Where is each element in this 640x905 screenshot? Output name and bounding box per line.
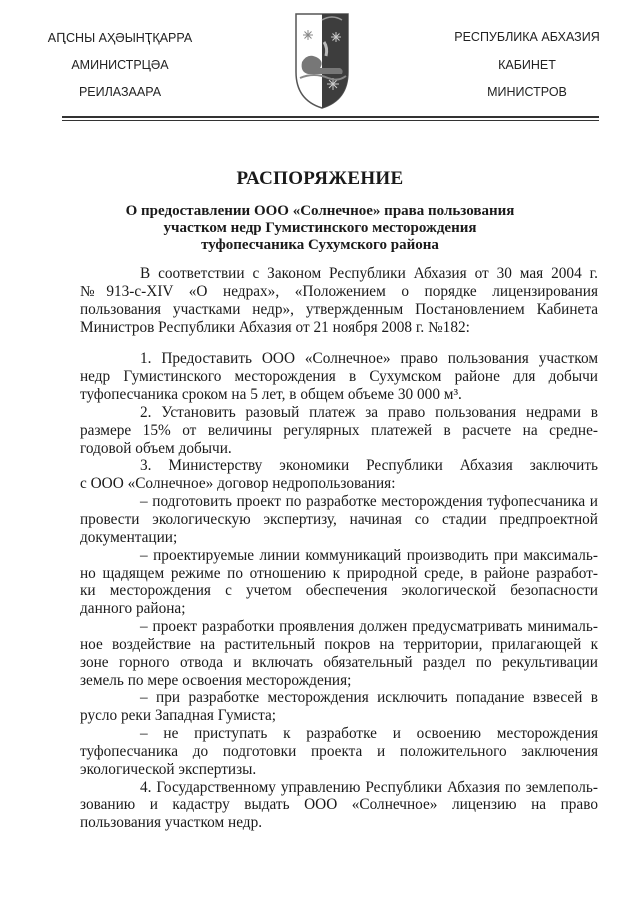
text-line: №913-с-XIV «О недрах», «Положением о порядке лицензирования: [80, 282, 598, 300]
text-line: данного района;: [80, 600, 186, 618]
text-line: провести экологическую экспертизу, начиная со стадии предпроектной: [80, 510, 598, 528]
text-line: В соответствии с Законом Республики Абхазия от 30 мая 2004 г.: [140, 265, 598, 282]
text-line: – проектируемые линии коммуникаций производить при максималь-: [140, 546, 598, 564]
body-paragraph: [80, 404, 598, 458]
text-line: – подготовить проект по разработке месторождения туфопесчаника и: [140, 493, 598, 511]
header-divider-thin: [62, 120, 599, 121]
header-right-line-2: КАБИНЕТ: [498, 58, 556, 72]
text-line: туфопесчаника до подготовки проекта и положительного заключения: [80, 742, 598, 760]
body-paragraph: [80, 618, 598, 689]
header-left-line-1: АԤСНЫ АҲӘЫНҬҚАРРА: [47, 31, 193, 45]
header-left-line-3: РЕИЛАЗААРА: [78, 85, 162, 99]
text-line: недр Гумистинского месторождения в Сухумском районе для добычи: [80, 368, 598, 386]
text-line: земель по мере освоения месторождения;: [80, 671, 352, 689]
text-line: пользования участком недр.: [80, 814, 263, 832]
body-paragraph: [80, 725, 598, 779]
document-body: [80, 265, 598, 832]
text-line: 3. Министерству экономики Республики Абхазия заключить: [140, 457, 598, 475]
body-paragraph: [80, 493, 598, 547]
subtitle-line: туфопесчаника Сухумского района: [201, 237, 439, 253]
text-line: зованию и кадастру выдать ООО «Солнечное» лицензию на право: [80, 796, 598, 814]
text-line: русло реки Западная Гумиста;: [80, 707, 276, 725]
text-line: ное воздействие на растительный покров на территории, прилагающей к: [80, 635, 598, 653]
text-line: Министров Республики Абхазия от 21 ноября 2008 г. №182:: [80, 318, 470, 336]
text-line: пользования участками недр», утвержденным Постановлением Кабинета: [80, 300, 598, 318]
header-right-line-1: РЕСПУБЛИКА АБХАЗИЯ: [454, 30, 600, 44]
text-line: ки месторождения с учетом обеспечения экологической безопасности: [80, 582, 598, 600]
header-right-line-3: МИНИСТРОВ: [487, 85, 567, 99]
text-line: – проект разработки проявления должен предусматривать минималь-: [140, 618, 598, 636]
header-divider-thick: [62, 116, 599, 118]
body-paragraph: [80, 350, 598, 404]
text-line: зоне горного отвода и включать обязательный раздел по рекультивации: [80, 653, 598, 671]
document-subtitle: [0, 203, 640, 254]
text-line: – при разработке месторождения исключить попадание взвесей в: [140, 689, 598, 707]
text-line: – не приступать к разработке и освоению месторождения: [140, 725, 598, 743]
text-line: но щадящем режиме по отношению к природной среде, в районе разработ-: [80, 564, 598, 582]
preamble-paragraph: [80, 265, 598, 336]
text-line: 4. Государственному управлению Республики Абхазия по землеполь-: [140, 778, 598, 796]
subtitle-line: участком недр Гумистинского месторождения: [163, 220, 477, 236]
document-title: РАСПОРЯЖЕНИЕ: [236, 168, 404, 189]
subtitle-line: О предоставлении ООО «Солнечное» права пользования: [125, 203, 515, 219]
text-line: 2. Установить разовый платеж за право пользования недрами в: [140, 403, 598, 421]
header-left-line-2: АМИНИСТРЦӘА: [71, 58, 169, 72]
coat-of-arms-emblem: [294, 12, 350, 110]
text-line: размере 15% от величины регулярных платежей в расчете на средне-: [80, 421, 598, 439]
body-paragraph: [80, 689, 598, 725]
text-line: с ООО «Солнечное» договор недропользования:: [80, 475, 396, 493]
body-paragraph: [80, 457, 598, 493]
text-line: туфопесчаника сроком на 5 лет, в общем объеме 30 000 м³.: [80, 386, 462, 404]
body-paragraph: [80, 779, 598, 833]
text-line: 1. Предоставить ООО «Солнечное» право пользования участком: [140, 350, 598, 368]
text-line: годовой объем добычи.: [80, 439, 232, 457]
text-line: экологической экспертизы.: [80, 760, 257, 778]
body-paragraph: [80, 547, 598, 618]
text-line: документации;: [80, 528, 178, 546]
